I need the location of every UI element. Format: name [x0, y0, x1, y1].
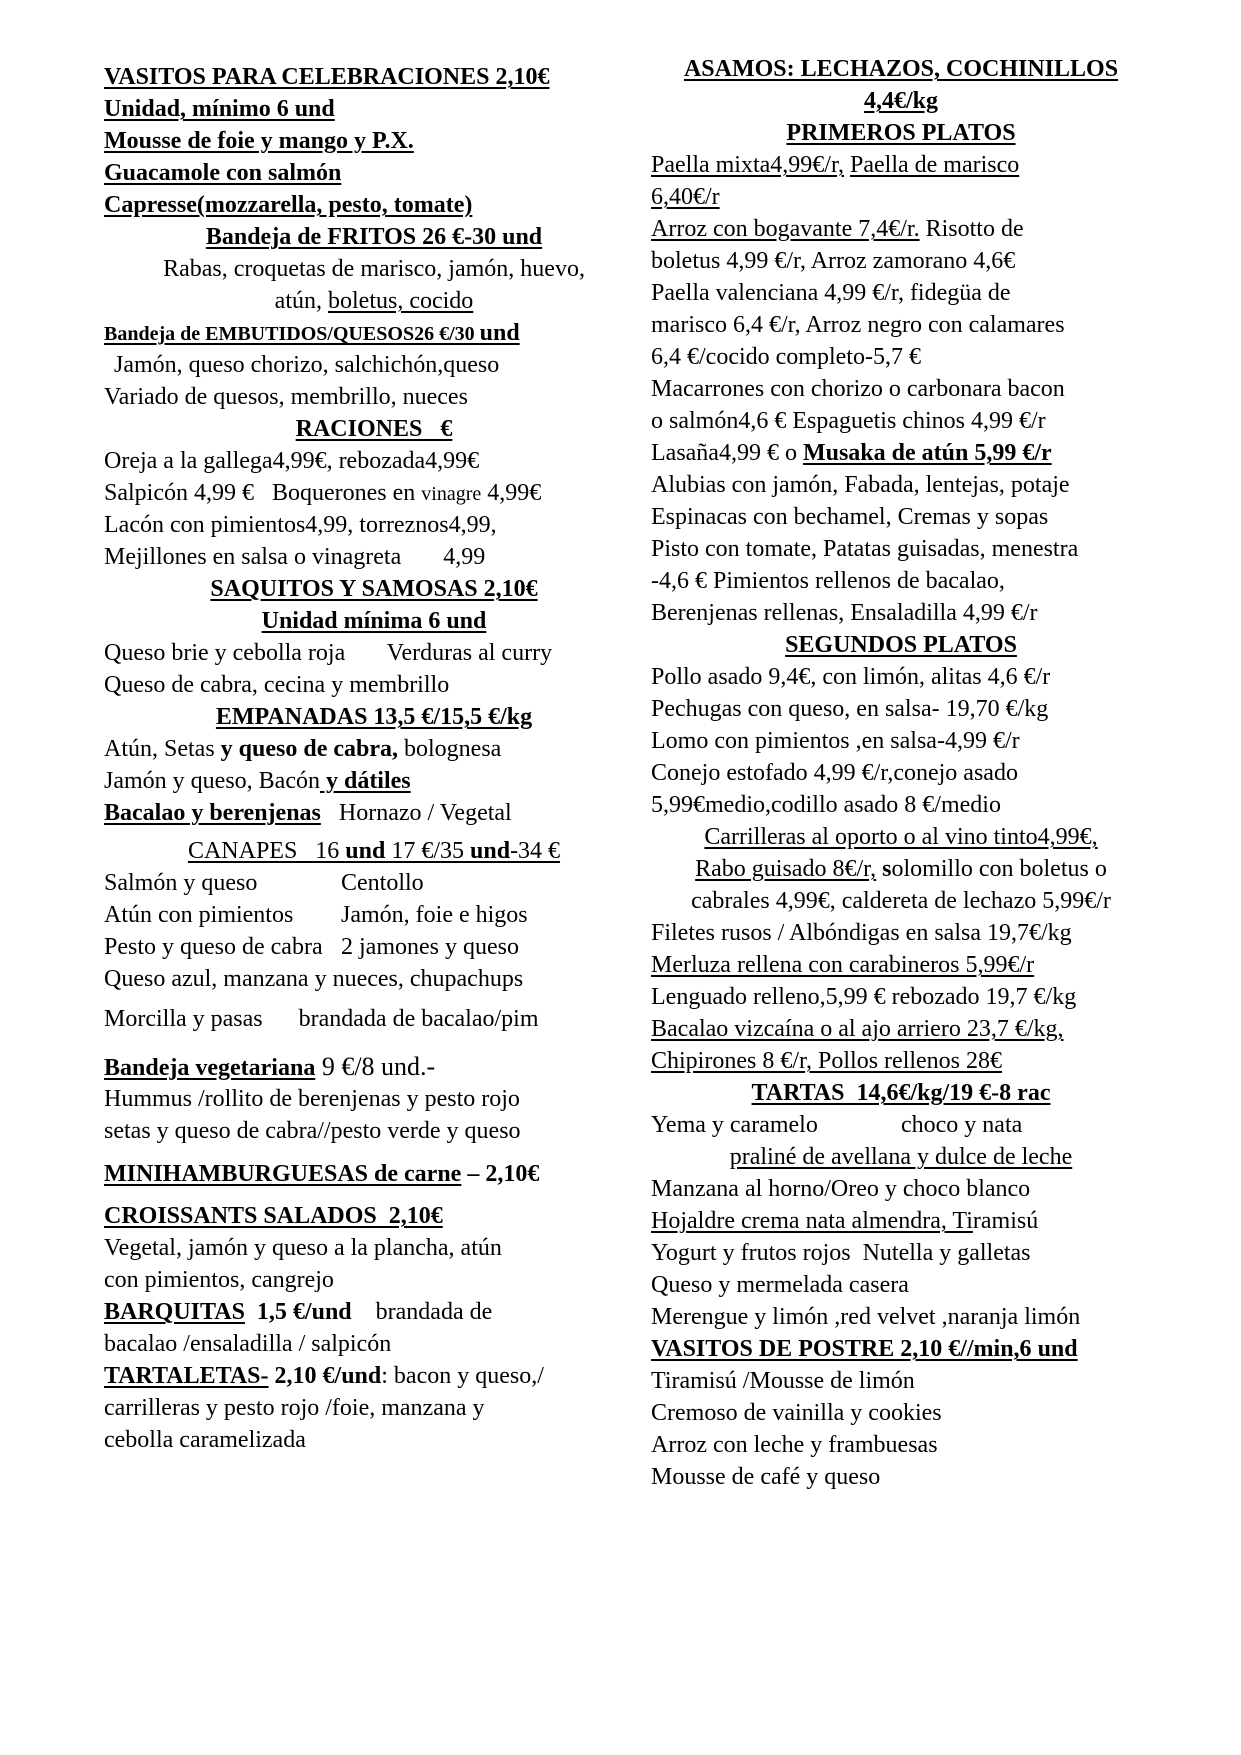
empanadas-text: Atún, Setas [104, 736, 221, 762]
segundos-title: SEGUNDOS PLATOS [785, 632, 1017, 658]
empanadas-line [104, 766, 644, 796]
tartas-title: TARTAS 14,6€/kg/19 €-8 rac [751, 1080, 1051, 1106]
segundos-text: s [876, 856, 892, 882]
embutidos-text: Jamón, queso chorizo, salchichón,queso [114, 352, 500, 378]
primeros-line: -4,6 € Pimientos rellenos de bacalao, [651, 568, 1005, 594]
postre-line: Mousse de café y queso [651, 1464, 881, 1490]
saquitos-minimum: Unidad mínima 6 und [261, 608, 487, 634]
canapes-title-text: -34 € [510, 838, 561, 864]
segundos-line: Merluza rellena con carabineros 5,99€/r [651, 952, 1035, 978]
embutidos-line [104, 350, 644, 380]
primeros-line: o salmón4,6 € Espaguetis chinos 4,99 €/r [651, 408, 1046, 434]
vasitos-minimum: Unidad, mínimo 6 und [104, 96, 335, 122]
primeros-line: Alubias con jamón, Fabada, lentejas, potaje [651, 472, 1070, 498]
canapes-line [104, 900, 644, 930]
tartaletas-line: carrilleras y pesto rojo /foie, manzana y [104, 1395, 485, 1421]
canapes-text: 2 jamones y queso [341, 934, 519, 960]
canapes-text: Pesto y queso de cabra [104, 934, 323, 960]
fritos-text-underlined: boletus, cocido [328, 288, 474, 314]
canapes-line: Queso azul, manzana y nueces, chupachups [104, 966, 524, 992]
tartas-text: choco y nata [901, 1112, 1023, 1138]
barquitas-text: brandada de [351, 1299, 493, 1325]
minihamburguesas-text: MINIHAMBURGUESAS de carne [104, 1161, 462, 1187]
barquitas-line: bacalao /ensaladilla / salpicón [104, 1331, 392, 1357]
minihamburguesas-price: – 2,10€ [461, 1161, 540, 1187]
raciones-line: Oreja a la gallega4,99€, rebozada4,99€ [104, 448, 480, 474]
vasitos-title: VASITOS PARA CELEBRACIONES 2,10€ [104, 64, 550, 90]
barquitas-title: BARQUITAS [104, 1299, 245, 1325]
primeros-line: Berenjenas rellenas, Ensaladilla 4,99 €/r [651, 600, 1038, 626]
vasitos-item: Mousse de foie y mango y P.X. [104, 128, 414, 154]
canapes-title-text: 17 €/35 [385, 838, 471, 864]
segundos-line: cabrales 4,99€, caldereta de lechazo 5,99€/r [691, 888, 1111, 914]
postre-line: Cremoso de vainilla y cookies [651, 1400, 942, 1426]
vegetariana-line: setas y queso de cabra//pesto verde y queso [104, 1118, 521, 1144]
segundos-line: 5,99€medio,codillo asado 8 €/medio [651, 792, 1001, 818]
minihamburguesas-title [104, 1159, 644, 1189]
saquitos-line: Queso de cabra, cecina y membrillo [104, 672, 450, 698]
tartas-text: Hojaldre crema nata almendra, [651, 1208, 947, 1234]
segundos-line [651, 854, 1151, 884]
empanadas-text: Jamón y queso, Bacón [104, 768, 320, 794]
croissants-title: CROISSANTS SALADOS 2,10€ [104, 1203, 443, 1229]
primeros-text-bold: Musaka de atún 5,99 €/r [802, 440, 1052, 466]
tartas-text: ramisú [972, 1208, 1039, 1234]
canapes-title [104, 836, 644, 866]
primeros-line: Espinacas con bechamel, Cremas y sopas [651, 504, 1049, 530]
canapes-text: Salmón y queso [104, 870, 258, 896]
vegetariana-title [104, 1052, 644, 1083]
segundos-line: Pechugas con queso, en salsa- 19,70 €/kg [651, 696, 1049, 722]
vasitos-item: Capresse(mozzarella, pesto, tomate) [104, 192, 473, 218]
raciones-line: Mejillones en salsa o vinagreta 4,99 [104, 544, 486, 570]
primeros-text: Arroz con bogavante 7,4€/r. [651, 216, 920, 242]
tartas-text: Ti [946, 1208, 973, 1234]
segundos-line: Chipirones 8 €/r, Pollos rellenos 28€ [651, 1048, 1003, 1074]
primeros-text: Paella de marisco [850, 152, 1020, 178]
croissants-line: con pimientos, cangrejo [104, 1267, 334, 1293]
postre-line: Tiramisú /Mousse de limón [651, 1368, 915, 1394]
fritos-line: Rabas, croquetas de marisco, jamón, huevo, [163, 256, 585, 282]
tartas-line: Yogurt y frutos rojos Nutella y galletas [651, 1240, 1031, 1266]
saquitos-line: Queso brie y cebolla roja Verduras al curry [104, 640, 553, 666]
tartaletas-text: : bacon y queso,/ [381, 1363, 544, 1389]
tartas-line: praliné de avellana y dulce de leche [729, 1144, 1073, 1170]
canapes-text: Centollo [341, 870, 424, 896]
tartaletas-title: TARTALETAS- [104, 1363, 269, 1389]
tartaletas-line: cebolla caramelizada [104, 1427, 306, 1453]
postre-title [651, 1334, 1151, 1364]
empanadas-text-bold: Bacalao y berenjenas [104, 800, 321, 826]
tartas-line: Manzana al horno/Oreo y choco blanco [651, 1176, 1031, 1202]
raciones-line: Lacón con pimientos4,99, torreznos4,99, [104, 512, 497, 538]
embutidos-line: Variado de quesos, membrillo, nueces [104, 384, 468, 410]
postre-line: Arroz con leche y frambuesas [651, 1432, 938, 1458]
primeros-text: Paella mixta4,99€/r, [651, 152, 844, 178]
primeros-title: PRIMEROS PLATOS [786, 120, 1016, 146]
empanadas-text-bold: y dátiles [319, 768, 411, 794]
primeros-line: marisco 6,4 €/r, Arroz negro con calamares [651, 312, 1065, 338]
raciones-title: RACIONES € [295, 416, 453, 442]
raciones-text: 4,99€ [481, 480, 542, 506]
raciones-line [104, 478, 644, 509]
segundos-line: Bacalao vizcaína o al ajo arriero 23,7 €/kg, [651, 1016, 1064, 1042]
canapes-line [104, 932, 644, 962]
fritos-line [104, 286, 644, 316]
primeros-line [651, 438, 1151, 468]
postre-title-unit: und [1037, 1336, 1078, 1362]
tartas-line: Queso y mermelada casera [651, 1272, 909, 1298]
empanadas-line [104, 734, 644, 764]
segundos-line: Filetes rusos / Albóndigas en salsa 19,7€/kg [651, 920, 1072, 946]
empanadas-line [104, 798, 644, 828]
tartas-line: Merengue y limón ,red velvet ,naranja limón [651, 1304, 1081, 1330]
raciones-text: Salpicón 4,99 € Boquerones en [104, 480, 422, 506]
canapes-line: Morcilla y pasas brandada de bacalao/pim [104, 1006, 539, 1032]
primeros-line: Paella valenciana 4,99 €/r, fidegüa de [651, 280, 1011, 306]
primeros-line: 6,40€/r [651, 184, 720, 210]
postre-title-text: VASITOS DE POSTRE 2,10 €//min,6 [651, 1336, 1038, 1362]
primeros-text: Risotto de [919, 216, 1024, 242]
empanadas-text-bold: y queso de cabra, [220, 736, 399, 762]
fritos-text: atún, [274, 288, 328, 314]
vegetariana-price: 9 €/8 und.- [315, 1052, 436, 1081]
barquitas-price: 1,5 €/und [244, 1299, 352, 1325]
tartaletas-price: 2,10 €/und [268, 1363, 382, 1389]
tartas-line [651, 1110, 1151, 1140]
segundos-line: Lomo con pimientos ,en salsa-4,99 €/r [651, 728, 1020, 754]
primeros-line: Pisto con tomate, Patatas guisadas, menestra [651, 536, 1079, 562]
asamos-price: 4,4€/kg [863, 88, 938, 114]
canapes-title-text: und [470, 838, 511, 864]
vegetariana-line: Hummus /rollito de berenjenas y pesto rojo [104, 1086, 520, 1112]
canapes-title-text: und [345, 838, 386, 864]
segundos-line: Pollo asado 9,4€, con limón, alitas 4,6 €/r [651, 664, 1051, 690]
segundos-line: Conejo estofado 4,99 €/r,conejo asado [651, 760, 1018, 786]
fritos-title: Bandeja de FRITOS 26 €-30 und [205, 224, 543, 250]
canapes-title-text: CANAPES 16 [187, 838, 346, 864]
segundos-line: Carrilleras al oporto o al vino tinto4,99€, [704, 824, 1098, 850]
raciones-text-small: vinagre [421, 483, 482, 505]
primeros-line: 6,4 €/cocido completo-5,7 € [651, 344, 921, 370]
tartaletas-line [104, 1361, 644, 1391]
primeros-text: Lasaña4,99 € o [651, 440, 803, 466]
saquitos-title: SAQUITOS Y SAMOSAS 2,10€ [210, 576, 538, 602]
empanadas-text: bolognesa [398, 736, 502, 762]
embutidos-title-text: Bandeja de EMBUTIDOS/QUESOS26 €/30 [104, 323, 480, 345]
primeros-line [651, 214, 1151, 244]
embutidos-title-unit: und [479, 320, 520, 346]
barquitas-line [104, 1297, 644, 1327]
segundos-line: Lenguado relleno,5,99 € rebozado 19,7 €/kg [651, 984, 1077, 1010]
primeros-line [651, 150, 1151, 180]
embutidos-title [104, 318, 644, 349]
tartas-line [651, 1206, 1151, 1236]
segundos-text: Rabo guisado 8€/r, [695, 856, 877, 882]
primeros-line: boletus 4,99 €/r, Arroz zamorano 4,6€ [651, 248, 1016, 274]
croissants-line: Vegetal, jamón y queso a la plancha, atún [104, 1235, 502, 1261]
canapes-line [104, 868, 644, 898]
canapes-text: Atún con pimientos [104, 902, 294, 928]
asamos-title: ASAMOS: LECHAZOS, COCHINILLOS [683, 56, 1119, 82]
segundos-text: olomillo con boletus o [891, 856, 1107, 882]
tartas-text: Yema y caramelo [651, 1112, 818, 1138]
canapes-text: Jamón, foie e higos [341, 902, 528, 928]
primeros-line: Macarrones con chorizo o carbonara bacon [651, 376, 1065, 402]
vasitos-item: Guacamole con salmón [104, 160, 342, 186]
empanadas-title: EMPANADAS 13,5 €/15,5 €/kg [215, 704, 533, 730]
vegetariana-title-text: Bandeja vegetariana [104, 1055, 316, 1081]
empanadas-text: Hornazo / Vegetal [320, 800, 512, 826]
